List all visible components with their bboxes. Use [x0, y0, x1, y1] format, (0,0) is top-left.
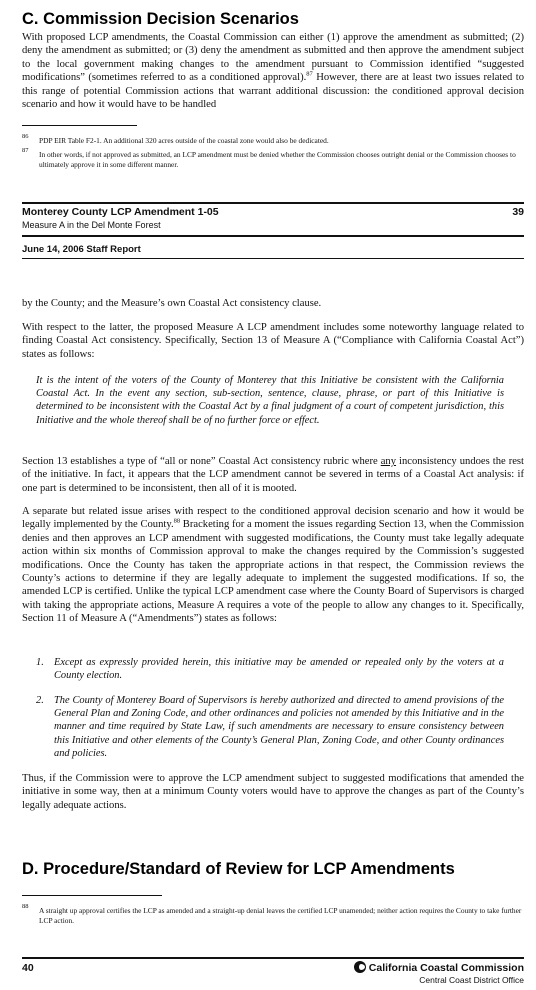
footer-page-number: 40 [22, 962, 34, 974]
list-number: 1. [36, 657, 44, 668]
footnote-86 [22, 133, 524, 146]
list-text: The County of Monterey Board of Supervisors is hereby authorized and directed to amend provisions of the General Plan and Zoning Code, and other ordinances and policies not amended by this Initiative and in the manner and time required by State Law, if such amendments are necessary to ensure consistency between this Initiative and other elements of the County’s General Plan, Zoning Code, and other County ordinances and policies. [54, 695, 504, 759]
list-item [36, 694, 504, 760]
paragraph-text: Section 13 establishes a type of “all or none” Coastal Act consistency rubric where [22, 456, 381, 467]
commission-logo-icon [354, 961, 366, 973]
body-paragraph-3 [22, 455, 524, 495]
footnote-number: 86 [22, 133, 29, 140]
section-d-heading: D. Procedure/Standard of Review for LCP Amendments [22, 860, 455, 878]
section-c-text-tail: However, there are at least two issues related to this range of potential Commission actions that warrant additional discussion: the conditioned approval decision scenario and how it would have to be handled [22, 72, 524, 111]
footer-org [354, 961, 524, 974]
doc-subtitle: Measure A in the Del Monte Forest [22, 220, 161, 230]
footnote-88 [22, 903, 524, 927]
body-paragraph-4 [22, 505, 524, 626]
section-c-text: With proposed LCP amendments, the Coastal Commission can either (1) approve the amendment as submitted; (2) deny the amendment as submitted; or (3) deny the amendment as submitted and then approve the amendment subject to the local government making changes to the amendment pursuant to Commission identified “suggested modifications” (sometimes referred to as a conditioned approval). [22, 32, 524, 84]
list-text: Except as expressly provided herein, this initiative may be amended or repealed only by the voters at a County election. [54, 657, 504, 682]
header-page-number: 39 [512, 206, 524, 218]
footnote-87 [22, 147, 524, 171]
doc-title: Monterey County LCP Amendment 1-05 [22, 206, 219, 218]
org-name: California Coastal Commission [368, 962, 524, 974]
footnote-number: 88 [22, 903, 29, 910]
emphasis-any: any [380, 456, 397, 467]
footnote-ref-88[interactable]: 88 [173, 517, 181, 525]
footer-office: Central Coast District Office [419, 975, 524, 985]
header-mid-rule [22, 235, 524, 237]
footnote-text: In other words, if not approved as submitted, an LCP amendment must be denied whether the Commission chooses outright denial or the Commission chooses to ultimately approve it in some different manner. [39, 150, 516, 170]
paragraph-text: inconsistency undoes the rest of the initiative. In fact, it appears that the LCP amendment cannot be severed in terms of a Coastal Act analysis: if one part is determined to be inconsistent, then all of it is mooted. [22, 456, 525, 494]
footnote-text: PDP EIR Table F2-1. An additional 320 acres outside of the coastal zone would also be dedicated. [39, 136, 329, 145]
footnote-ref-87[interactable]: 87 [306, 70, 313, 78]
header-top-rule [22, 202, 524, 204]
paragraph-text: Bracketing for a moment the issues regarding Section 13, when the Commission denies and then approves an LCP amendment with suggested modifications, the County must take legally adequate action within six months of Commission approval to make the changes required by the Commission’s suggested modifications. Once the County has taken the appropriate actions in that respect, the Commission reviews the County’s actions to determine if they are legally adequate to implement the suggested modifications. If so, the amended LCP is certified. Unlike the typical LCP amendment case where the County Board of Supervisors is charged with taking the appropriate actions, Measure A requires a vote of the people to allow any changes to it. Specifically, Section 11 of Measure A (“Amendments”) states as follows: [22, 519, 524, 625]
body-paragraph-2: With respect to the latter, the proposed Measure A LCP amendment includes some noteworthy language related to finding Coastal Act consistency. Specifically, Section 13 of Measure A (“Compliance with California Coastal Act”) states as follows: [22, 322, 524, 360]
footnote-divider [22, 125, 137, 126]
list-item [36, 656, 504, 682]
body-paragraph-1: by the County; and the Measure’s own Coastal Act consistency clause. [22, 298, 322, 309]
report-date: June 14, 2006 Staff Report [22, 244, 141, 255]
footer-rule [22, 957, 524, 959]
footnote-text: A straight up approval certifies the LCP as amended and a straight-up denial leaves the certified LCP unamended; neither action requires the County to take further LCP action. [39, 906, 522, 926]
list-number: 2. [36, 695, 44, 706]
body-paragraph-5: Thus, if the Commission were to approve the LCP amendment subject to suggested modifications that amended the initiative in some way, then at a minimum County voters would have to approve the changes as part of the County’s legally adequate actions. [22, 773, 524, 811]
footnote-number: 87 [22, 147, 29, 154]
section-13-quote: It is the intent of the voters of the County of Monterey that this Initiative be consistent with the California Coastal Act. In the event any section, sub-section, sentence, clause, phrase, or part of this Initiative is determined to be inconsistent with the Coastal Act by a final judgment of a court of competent jurisdiction, this Initiative and the whole thereof shall be of no further force or effect. [36, 375, 504, 426]
section-c-paragraph [22, 31, 524, 111]
section-c-heading: C. Commission Decision Scenarios [22, 10, 299, 28]
header-bottom-rule [22, 258, 524, 259]
paragraph-text: A separate but related issue arises with respect to the conditioned approval decision scenario and how it would be legally implemented by the County. [22, 506, 524, 531]
footnote-divider [22, 895, 162, 896]
